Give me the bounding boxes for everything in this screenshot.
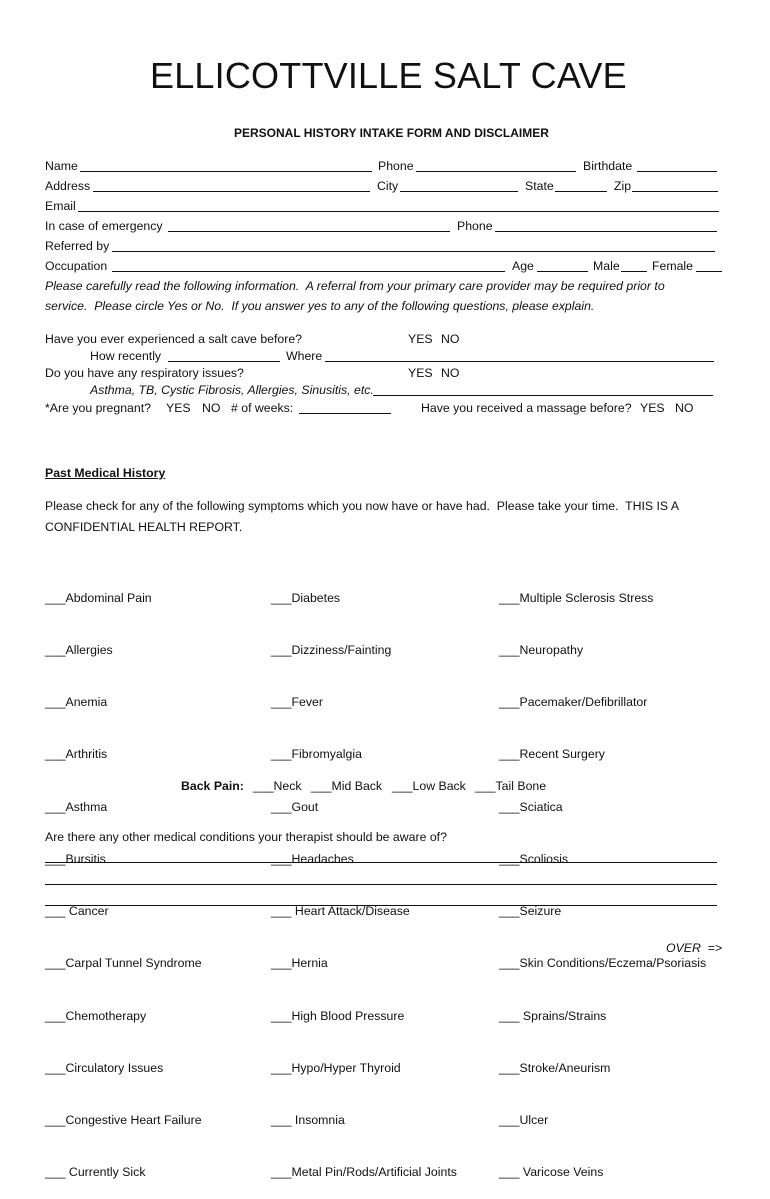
form-title: ELLICOTTVILLE SALT CAVE — [150, 55, 627, 96]
symptom-item[interactable]: ___Scoliosis — [499, 851, 569, 866]
where-field[interactable] — [325, 361, 714, 362]
emergency-field[interactable] — [168, 231, 450, 232]
symptom-item[interactable]: ___Metal Pin/Rods/Artificial Joints — [271, 1165, 457, 1180]
symptom-item[interactable]: ___Gout — [271, 799, 319, 814]
other-conditions-line-3[interactable] — [45, 905, 717, 906]
name-field[interactable] — [80, 171, 372, 172]
pregnant-question: *Are you pregnant? — [45, 401, 151, 415]
salt-cave-no[interactable]: NO — [441, 332, 460, 346]
symptom-item[interactable]: ___Hernia — [271, 956, 328, 971]
name-label: Name — [45, 159, 78, 173]
symptom-item[interactable]: ___Fever — [271, 695, 323, 710]
symptom-item[interactable]: ___ Insomnia — [271, 1113, 345, 1127]
symptom-item[interactable]: ___Hypo/Hyper Thyroid — [271, 1060, 401, 1075]
state-label: State — [525, 179, 554, 193]
city-label: City — [377, 179, 399, 193]
emergency-label: In case of emergency — [45, 219, 163, 233]
emergency-phone-field[interactable] — [495, 231, 717, 232]
symptom-item[interactable]: ___ Heart Attack/Disease — [271, 904, 410, 919]
symptom-item[interactable]: ___Anemia — [45, 695, 108, 710]
city-field[interactable] — [400, 191, 518, 192]
symptom-item[interactable]: ___Headaches — [271, 851, 354, 866]
respiratory-no[interactable]: NO — [441, 366, 460, 380]
massage-yes[interactable]: YES — [640, 401, 665, 415]
address-field[interactable] — [93, 191, 370, 192]
symptom-item[interactable]: ___Pacemaker/Defibrillator — [499, 695, 648, 710]
symptom-item[interactable]: ___Diabetes — [271, 590, 341, 605]
medical-intro-line-1: Please check for any of the following symptoms which you now have or have had. Please take your time. THIS IS A — [45, 499, 680, 513]
salt-cave-yes[interactable]: YES — [408, 332, 433, 346]
symptoms-column-1 — [45, 555, 202, 1199]
symptom-item[interactable]: ___Seizure — [499, 904, 562, 919]
symptom-item[interactable]: ___ Cancer — [45, 904, 109, 919]
massage-question: Have you received a massage before? — [421, 401, 632, 415]
symptom-item[interactable]: ___Fibromyalgia — [271, 747, 362, 762]
symptom-item[interactable]: ___Abdominal Pain — [45, 590, 152, 605]
back-pain-label: Back Pain: — [181, 779, 244, 793]
birthdate-field[interactable] — [637, 171, 717, 172]
state-field[interactable] — [555, 191, 607, 192]
symptoms-column-3 — [499, 555, 706, 1199]
symptom-item[interactable]: ___Dizziness/Fainting — [271, 643, 392, 658]
referred-by-label: Referred by — [45, 239, 110, 253]
referred-by-field[interactable] — [112, 251, 715, 252]
other-conditions-line-2[interactable] — [45, 884, 717, 885]
emergency-phone-label: Phone — [457, 219, 493, 233]
occupation-label: Occupation — [45, 259, 108, 273]
back-pain-tail-bone[interactable]: ___Tail Bone — [475, 779, 547, 793]
symptom-item[interactable]: ___Recent Surgery — [499, 747, 605, 762]
symptom-item[interactable]: ___Multiple Sclerosis Stress — [499, 590, 654, 605]
symptom-item[interactable]: ___Asthma — [45, 799, 108, 814]
instructions-line-1: Please carefully read the following information. A referral from your primary care provider may be required prior to — [45, 279, 665, 293]
salt-cave-question: Have you ever experienced a salt cave before? — [45, 332, 303, 346]
symptom-item[interactable]: ___Congestive Heart Failure — [45, 1113, 202, 1127]
form-subtitle: PERSONAL HISTORY INTAKE FORM AND DISCLAIMER — [234, 126, 549, 140]
symptom-item[interactable]: ___Allergies — [45, 643, 113, 658]
symptom-item[interactable]: ___Skin Conditions/Eczema/Psoriasis — [499, 956, 707, 971]
weeks-field[interactable] — [299, 413, 391, 414]
respiratory-question: Do you have any respiratory issues? — [45, 366, 244, 380]
phone-label: Phone — [378, 159, 414, 173]
symptom-item[interactable]: ___Carpal Tunnel Syndrome — [45, 956, 202, 971]
over-indicator: OVER => — [666, 941, 723, 955]
symptoms-column-2 — [271, 555, 457, 1199]
symptom-item[interactable]: ___ Currently Sick — [45, 1165, 146, 1180]
email-label: Email — [45, 199, 76, 213]
symptom-item[interactable]: ___High Blood Pressure — [271, 1008, 405, 1023]
zip-label: Zip — [614, 179, 632, 193]
how-recently-label: How recently — [90, 349, 162, 363]
respiratory-explain-field[interactable] — [373, 395, 713, 396]
medical-intro-line-2: CONFIDENTIAL HEALTH REPORT. — [45, 520, 243, 534]
symptom-item[interactable]: ___Arthritis — [45, 747, 108, 762]
phone-field[interactable] — [416, 171, 576, 172]
instructions-line-2: service. Please circle Yes or No. If you answer yes to any of the following questions, please explain. — [45, 299, 595, 313]
age-label: Age — [512, 259, 534, 273]
address-label: Address — [45, 179, 91, 193]
respiratory-examples: Asthma, TB, Cystic Fibrosis, Allergies, Sinusitis, etc. — [90, 383, 374, 397]
back-pain-low-back[interactable]: ___Low Back — [392, 779, 466, 793]
weeks-label: # of weeks: — [231, 401, 294, 415]
how-recently-field[interactable] — [168, 361, 280, 362]
where-label: Where — [286, 349, 323, 363]
occupation-field[interactable] — [112, 271, 505, 272]
female-field[interactable] — [696, 271, 722, 272]
symptom-item[interactable]: ___Chemotherapy — [45, 1008, 147, 1023]
symptom-item[interactable]: ___ Varicose Veins — [499, 1165, 604, 1180]
respiratory-yes[interactable]: YES — [408, 366, 433, 380]
symptom-item[interactable]: ___Circulatory Issues — [45, 1060, 164, 1075]
back-pain-neck[interactable]: ___Neck — [253, 779, 302, 793]
female-label: Female — [652, 259, 694, 273]
other-conditions-question: Are there any other medical conditions your therapist should be aware of? — [45, 830, 447, 844]
email-field[interactable] — [78, 211, 719, 212]
massage-no[interactable]: NO — [675, 401, 694, 415]
pregnant-no[interactable]: NO — [202, 401, 221, 415]
other-conditions-line-1[interactable] — [45, 862, 717, 863]
symptom-item[interactable]: ___Sciatica — [499, 799, 563, 814]
back-pain-mid-back[interactable]: ___Mid Back — [311, 779, 383, 793]
male-field[interactable] — [621, 271, 647, 272]
symptom-item[interactable]: ___Bursitis — [45, 851, 106, 866]
zip-field[interactable] — [632, 191, 718, 192]
birthdate-label: Birthdate — [583, 159, 633, 173]
pregnant-yes[interactable]: YES — [166, 401, 191, 415]
symptom-item[interactable]: ___Stroke/Aneurism — [499, 1060, 611, 1075]
male-label: Male — [593, 259, 620, 273]
medical-history-heading: Past Medical History — [45, 466, 166, 480]
symptom-item[interactable]: ___ Sprains/Strains — [499, 1008, 607, 1023]
symptom-item[interactable]: ___Neuropathy — [499, 643, 584, 658]
symptom-item[interactable]: ___Ulcer — [499, 1113, 549, 1127]
age-field[interactable] — [537, 271, 588, 272]
